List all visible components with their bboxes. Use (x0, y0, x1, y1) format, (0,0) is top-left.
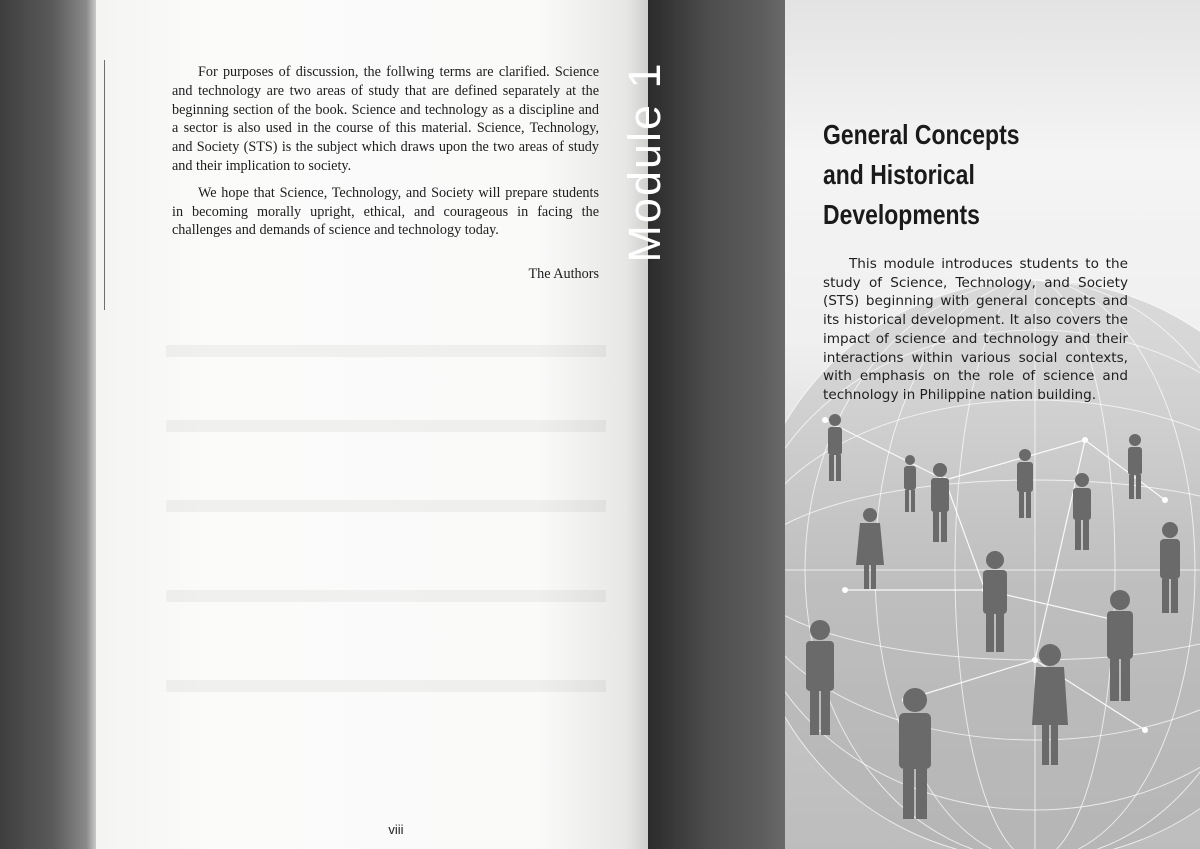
preface-paragraph: For purposes of discussion, the follwing terms are clarified. Science and technology are two areas of study that are defined separately at the beginning section of the book. Science and technology as a discipline and a sector is also used in the course of this material. Science, Technology, and Society (STS) is the subject which draws upon the two areas of study and their implication to society. (172, 64, 599, 174)
module-title-line: Developments (823, 199, 980, 230)
module-title (823, 115, 1118, 235)
show-through-text (166, 590, 606, 602)
module-label: Module 1 (619, 61, 670, 263)
show-through-text (166, 500, 606, 512)
preface-text (172, 63, 599, 248)
authors-signature: The Authors (528, 266, 599, 282)
show-through-text (166, 420, 606, 432)
right-page (785, 0, 1200, 849)
show-through-text (166, 680, 606, 692)
page-number: viii (388, 822, 404, 837)
module-title-line: General Concepts (823, 119, 1020, 150)
margin-rule (104, 60, 105, 310)
left-page (96, 0, 648, 849)
show-through-text (166, 345, 606, 357)
book-left-edge (0, 0, 96, 849)
module-description: This module introduces students to the study of Science, Technology, and Society (STS) beginning with general concepts and its historical development. It also covers the impact of science and technology and their interactions within various social contexts, with emphasis on the role of science and technology in Philippine nation building. (823, 256, 1128, 403)
module-title-line: and Historical (823, 159, 975, 190)
preface-paragraph: We hope that Science, Technology, and Society will prepare students in becoming morally upright, ethical, and courageous in facing the challenges and demands of science and technology today. (172, 184, 599, 239)
